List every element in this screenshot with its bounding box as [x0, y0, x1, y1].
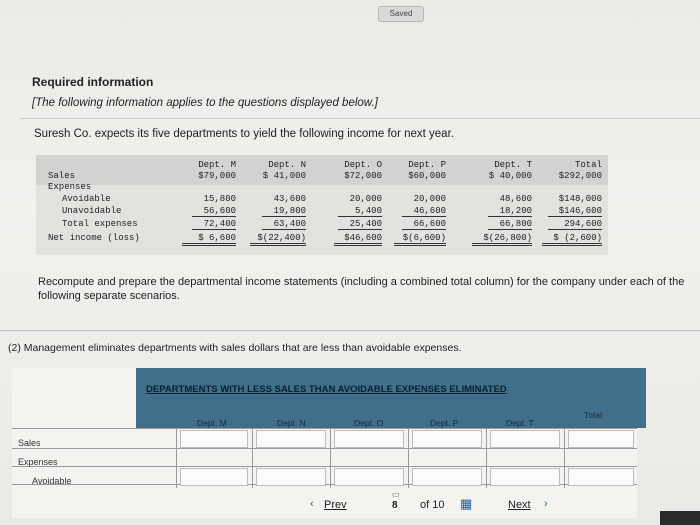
cell-net-t: $(26,800)	[472, 233, 532, 246]
cell-net-p: $(6,600)	[394, 233, 446, 246]
cell-total-total: 294,600	[548, 219, 602, 230]
cell-net-n: $(22,400)	[250, 233, 306, 246]
row-label-sales: Sales	[48, 171, 76, 181]
input-sales-dept-m[interactable]	[180, 430, 248, 448]
input-avoidable-dept-o[interactable]	[334, 468, 404, 486]
current-page[interactable]: 8	[392, 500, 398, 511]
cell-sales-t: $ 40,000	[488, 171, 532, 181]
input-avoidable-dept-m[interactable]	[180, 468, 248, 486]
grid-row-sales: Sales	[18, 438, 41, 448]
row-label-net-income: Net income (loss)	[48, 233, 140, 243]
cell-avoidable-n: 43,600	[273, 194, 306, 204]
chevron-left-icon[interactable]: ‹	[310, 498, 314, 510]
col-header-dept-t: Dept. T	[494, 160, 532, 170]
input-sales-dept-p[interactable]	[412, 430, 482, 448]
cell-sales-total: $292,000	[558, 171, 602, 181]
grid-col-dept-n: Dept. N	[277, 418, 306, 428]
cell-unavoidable-n: 19,800	[262, 206, 306, 217]
cell-total-n: 63,400	[262, 219, 306, 230]
next-button[interactable]: Next	[508, 499, 531, 511]
grid-col-dept-o: Dept. O	[354, 418, 384, 428]
answer-grid-title: DEPARTMENTS WITH LESS SALES THAN AVOIDABLE EXPENSES ELIMINATED	[146, 384, 507, 395]
grid-col-dept-t: Dept. T	[506, 418, 534, 428]
row-label-avoidable: Avoidable	[62, 194, 111, 204]
grid-col-total: Total	[584, 410, 602, 420]
grid-col-dept-m: Dept. M	[197, 418, 227, 428]
cell-avoidable-m: 15,800	[203, 194, 236, 204]
panel-divider	[0, 330, 700, 331]
input-sales-total[interactable]	[568, 430, 634, 448]
cell-net-m: $ 6,600	[182, 233, 236, 246]
grid-row-avoidable: Avoidable	[32, 476, 72, 486]
divider	[20, 118, 700, 119]
col-header-dept-n: Dept. N	[268, 160, 306, 170]
input-sales-dept-n[interactable]	[256, 430, 326, 448]
prev-button[interactable]: Prev	[324, 499, 347, 511]
cell-sales-n: $ 41,000	[262, 171, 306, 181]
cell-unavoidable-p: 46,600	[402, 206, 446, 217]
col-header-dept-p: Dept. P	[408, 160, 446, 170]
cell-total-p: 66,600	[402, 219, 446, 230]
row-label-expenses: Expenses	[48, 182, 92, 192]
col-header-dept-m: Dept. M	[198, 160, 236, 170]
input-avoidable-total[interactable]	[568, 468, 634, 486]
cell-sales-o: $72,000	[344, 171, 382, 181]
chevron-right-icon[interactable]: ›	[544, 498, 548, 510]
page-icon: ▭	[392, 490, 400, 499]
cell-total-m: 72,400	[192, 219, 236, 230]
instructions-text: Recompute and prepare the departmental income statements (including a combined total column) for the company under each of the following separate scenarios.	[38, 276, 685, 302]
department-income-table	[36, 155, 608, 255]
cell-net-o: $46,600	[334, 233, 382, 246]
cell-total-t: 66,800	[488, 219, 532, 230]
grid-col-dept-p: Dept. P	[430, 418, 459, 428]
info-note: [The following information applies to the questions displayed below.]	[32, 97, 378, 109]
input-avoidable-dept-t[interactable]	[490, 468, 560, 486]
page-count: of 10	[420, 499, 445, 511]
cell-unavoidable-t: 18,200	[488, 206, 532, 217]
input-sales-dept-o[interactable]	[334, 430, 404, 448]
cell-unavoidable-m: 56,600	[192, 206, 236, 217]
input-sales-dept-t[interactable]	[490, 430, 560, 448]
cell-unavoidable-total: $146,600	[548, 206, 602, 217]
col-header-dept-o: Dept. O	[344, 160, 382, 170]
required-information-title: Required information	[32, 75, 154, 89]
input-avoidable-dept-n[interactable]	[256, 468, 326, 486]
cell-total-o: 25,400	[338, 219, 382, 230]
cell-sales-m: $79,000	[198, 171, 236, 181]
pagination	[310, 490, 570, 514]
cell-avoidable-t: 48,600	[499, 194, 532, 204]
cell-avoidable-o: 20,000	[349, 194, 382, 204]
grid-row-expenses: Expenses	[18, 457, 58, 467]
cell-avoidable-p: 20,000	[413, 194, 446, 204]
scenario-question: (2) Management eliminates departments with sales dollars that are less than avoidable expenses.	[8, 342, 462, 354]
cell-unavoidable-o: 5,400	[338, 206, 382, 217]
cell-avoidable-total: $148,000	[558, 194, 602, 204]
grid-icon[interactable]: ▦	[460, 496, 473, 511]
col-header-total: Total	[574, 160, 602, 170]
input-avoidable-dept-p[interactable]	[412, 468, 482, 486]
saved-status-badge: Saved	[378, 6, 424, 22]
intro-text: Suresh Co. expects its five departments to yield the following income for next year.	[34, 128, 454, 140]
cell-sales-p: $60,000	[408, 171, 446, 181]
cell-net-total: $ (2,600)	[542, 233, 602, 246]
corner-shadow	[660, 511, 700, 525]
row-label-total-expenses: Total expenses	[62, 219, 138, 229]
row-label-unavoidable: Unavoidable	[62, 206, 122, 216]
